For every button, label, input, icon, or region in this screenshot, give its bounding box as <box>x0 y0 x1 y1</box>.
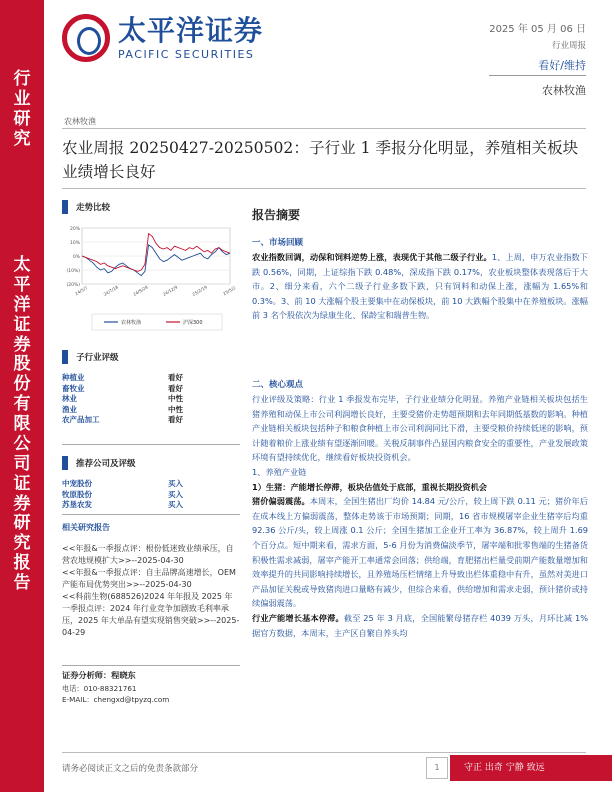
y-tick-label: 10% <box>69 241 80 246</box>
row-name: 林业 <box>62 394 77 403</box>
sidebar-char: 股 <box>13 354 31 375</box>
divider <box>62 752 586 753</box>
x-tick-label: 25/2/19 <box>191 284 208 297</box>
company-row <box>62 500 240 511</box>
sidebar-char: 业 <box>13 88 31 109</box>
report-date: 2025 年 05 月 06 日 <box>489 24 586 35</box>
sidebar-char: 有 <box>13 394 31 415</box>
series-line-0 <box>82 245 230 276</box>
market-review-body <box>252 250 588 323</box>
row-name: 种植业 <box>62 373 85 382</box>
row-name: 渔业 <box>62 404 77 414</box>
legend-label: 沪深300 <box>183 320 203 326</box>
sidebar-char: 洋 <box>13 294 31 315</box>
page-number: 1 <box>426 757 448 779</box>
related-list <box>62 543 240 639</box>
sub-rating-row <box>62 394 240 405</box>
x-tick-label: 24/5/7 <box>74 285 89 297</box>
section-marker-icon <box>62 350 68 364</box>
sidebar-char: 券 <box>13 334 31 355</box>
row-name: 牧原股份 <box>62 489 92 499</box>
core-views-strategy: 行业评级及策略：行业 1 季报发布完毕，子行业业绩分化明显。养殖产业链相关板块包括生猪养殖和动保上市公司利润增长良好，主要受猪价走势超预期和去年同期低基数的影响。种植产业链相关板块包括种子和粮食种植上市公司利润同比下滑，主要受粮价持续低迷的影响，预计随着粮价上涨业绩有望逐渐回暖。关税反制事件凸显国内粮食安全的重要性，产业发展政策环境有望持续优化，继续看好板块投资机会。 <box>252 394 588 463</box>
divider <box>62 444 240 445</box>
y-tick-label: 20% <box>69 227 80 232</box>
sidebar-char: 行 <box>13 69 31 89</box>
core-views <box>252 378 588 640</box>
trend-section-head <box>62 200 240 214</box>
analyst-email: E-MAIL：chengxd@tpyzq.com <box>62 695 170 704</box>
divider <box>62 188 586 189</box>
core-views-title: 二、核心观点 <box>252 380 304 390</box>
sidebar-char: 太 <box>13 255 31 275</box>
summary-section <box>252 206 588 223</box>
report-meta <box>489 20 586 98</box>
company-title: 推荐公司及评级 <box>76 459 136 469</box>
related-section <box>62 522 240 639</box>
summary-title: 报告摘要 <box>252 208 301 222</box>
hog-heading: 1）生猪：产能增长停滞，板块估值处于底部，重视长期投资机会 <box>252 481 487 492</box>
capacity-text: 截至 25 年 3 月底，全国能繁母猪存栏 4039 万头，月环比减 1%据官方数据，本周末，主产区自繁自养头均 <box>252 612 588 638</box>
row-value: 中性 <box>168 394 183 403</box>
divider <box>62 665 240 666</box>
hog-lead: 猪价偏弱震荡。 <box>252 496 310 507</box>
x-tick-label: 25/5/2 <box>222 285 237 297</box>
company-logo <box>62 14 263 62</box>
hog-paragraph <box>252 480 588 611</box>
row-value: 买入 <box>168 479 183 488</box>
sector-label-small: 农林牧渔 <box>64 117 96 126</box>
logo-english-name: PACIFIC SECURITIES <box>118 47 255 61</box>
analyst-name: 证券分析师：程晓东 <box>62 670 136 680</box>
report-type: 行业周报 <box>551 41 586 51</box>
sidebar-char: 限 <box>13 414 31 434</box>
market-review-text: 1、上周，申万农业指数下跌 0.56%，同期，上证综指下跌 0.48%，深成指下跌 0.17%，农业板块整体表现落后于大市。2、细分来看，六个二级子行业多数下跌，只有饲料和动保上涨，涨幅为 1.65%和 0.3%。3、前 10 大涨幅个股主要集中在动保板块，前 10 大跌幅个股集中在养殖板块。涨幅前 3 名个股依次为绿康生化、保龄宝和瑞普生物。 <box>252 252 588 321</box>
y-tick-label: (20%) <box>66 283 80 288</box>
x-tick-label: 24/9/28 <box>132 284 149 297</box>
sidebar-char: 究 <box>13 533 31 554</box>
company-section <box>62 456 240 511</box>
row-name: 农产品加工 <box>62 415 100 424</box>
row-value: 中性 <box>168 404 183 414</box>
sub-rating-list <box>62 373 240 426</box>
related-title: 相关研究报告 <box>62 523 110 532</box>
related-report-link[interactable]: <<年报&一季报点评：根份低迷致业绩承压，自营农地规模扩大>>--2025-04-30 <box>62 544 234 565</box>
sidebar-char: 证 <box>13 473 31 494</box>
y-tick-label: (10%) <box>66 269 80 274</box>
sidebar-char: 份 <box>13 374 31 395</box>
sidebar-char: 研 <box>13 513 31 534</box>
trend-chart-svg <box>62 222 240 342</box>
row-value: 买入 <box>168 489 183 499</box>
section-marker-icon <box>62 456 68 470</box>
row-value: 买入 <box>168 500 183 509</box>
x-tick-label: 24/7/18 <box>102 284 120 297</box>
market-review <box>252 236 588 323</box>
related-report-link[interactable]: <<年报&一季报点评：自主品牌高速增长，OEM 产能布局优势突出>>--2025-04-30 <box>62 568 236 589</box>
trend-title: 走势比较 <box>76 203 111 213</box>
sidebar-char: 报 <box>13 553 31 574</box>
logo-emblem-icon <box>62 14 110 62</box>
disclaimer-note: 请务必阅读正文之后的免责条款部分 <box>62 764 199 774</box>
company-row <box>62 490 240 501</box>
footer-motto: 守正 出奇 宁静 致远 <box>450 755 612 781</box>
legend-label: 农林牧渔 <box>121 320 142 326</box>
x-tick-label: 24/12/9 <box>161 284 179 297</box>
chain-heading: 1、养殖产业链 <box>252 466 307 477</box>
section-marker-icon <box>62 200 68 214</box>
sub-rating-title: 子行业评级 <box>76 353 119 363</box>
sidebar-char: 告 <box>13 573 31 593</box>
row-name: 中宠股份 <box>62 479 92 488</box>
sector-name: 农林牧渔 <box>542 84 586 97</box>
sidebar-char: 证 <box>13 314 31 335</box>
sidebar-char: 司 <box>13 453 31 474</box>
row-name: 畜牧业 <box>62 383 85 393</box>
sidebar-char: 平 <box>13 274 31 295</box>
related-report-link[interactable]: <<科前生物(688526)2024 年年报及 2025 年一季报点评：2024 年行业竞争加剧致毛利率承压，2025 年大单品有望实现销售突破>>--2025-04-29 <box>62 592 240 637</box>
sidebar-char: 公 <box>13 433 31 454</box>
capacity-lead: 行业产能增长基本停滞。 <box>252 612 344 623</box>
sidebar-char: 券 <box>13 493 31 514</box>
analyst-section <box>62 670 240 705</box>
sector-rating: 看好/维持 <box>489 57 586 76</box>
market-review-title: 一、市场回顾 <box>252 238 304 248</box>
market-review-lead: 农业指数回调，动保和饲料逆势上涨，表现优于其他二级子行业。 <box>252 252 492 262</box>
row-value: 看好 <box>168 383 183 393</box>
sidebar-company-text <box>0 256 44 594</box>
row-value: 看好 <box>168 415 183 424</box>
sub-rating-row <box>62 384 240 395</box>
company-row <box>62 479 240 490</box>
row-name: 苏垦农发 <box>62 500 92 509</box>
analyst-phone: 电话：010-88321761 <box>62 684 137 693</box>
divider <box>62 128 586 129</box>
y-tick-label: 0% <box>72 255 80 260</box>
sidebar-category-text <box>0 70 44 150</box>
sub-rating-row <box>62 405 240 416</box>
sub-rating-section <box>62 350 240 426</box>
report-title: 农业周报 20250427-20250502：子行业 1 季报分化明显，养殖相关板块业绩增长良好 <box>62 139 579 181</box>
row-value: 看好 <box>168 373 183 382</box>
logo-chinese-name: 太平洋证券 <box>118 13 264 47</box>
hog-text: 本周末，全国生猪出厂均价 14.84 元/公斤，较上周下跌 0.11 元；猪价年后在成本线上方偏弱震荡，整体走势该于市场预期；同期，16 省市规模屠宰企业生猪宰后均重 92.36 公斤/头，较上周涨 0.1 公斤；全国生猪加工企业开工率为 36.87%，较上周升 1.69 个百分点。短中期来看，需求方面，5-6 月份为消费偏淡季节，屠宰端和批零售端的生猪备货积极性需求减弱，屠宰产能开工率通常会回落；供给端，育肥猪出栏量受前期产能数量增加和效率提升的共同影响持续增长，且养殖场压栏情绪上升导致出栏体重稳中有升，虽然对美进口产品加征关税或导致猪肉进口量略有减少，但综合来看，供给增加和需求走弱，预计猪价或持续偏弱震荡。 <box>252 496 588 609</box>
sidebar-char: 研 <box>13 108 31 129</box>
sub-rating-row <box>62 415 240 426</box>
sub-rating-row <box>62 373 240 384</box>
sidebar-char: 究 <box>13 128 31 149</box>
divider <box>62 514 240 515</box>
capacity-paragraph <box>252 611 588 640</box>
company-list <box>62 479 240 511</box>
trend-chart <box>62 222 240 342</box>
